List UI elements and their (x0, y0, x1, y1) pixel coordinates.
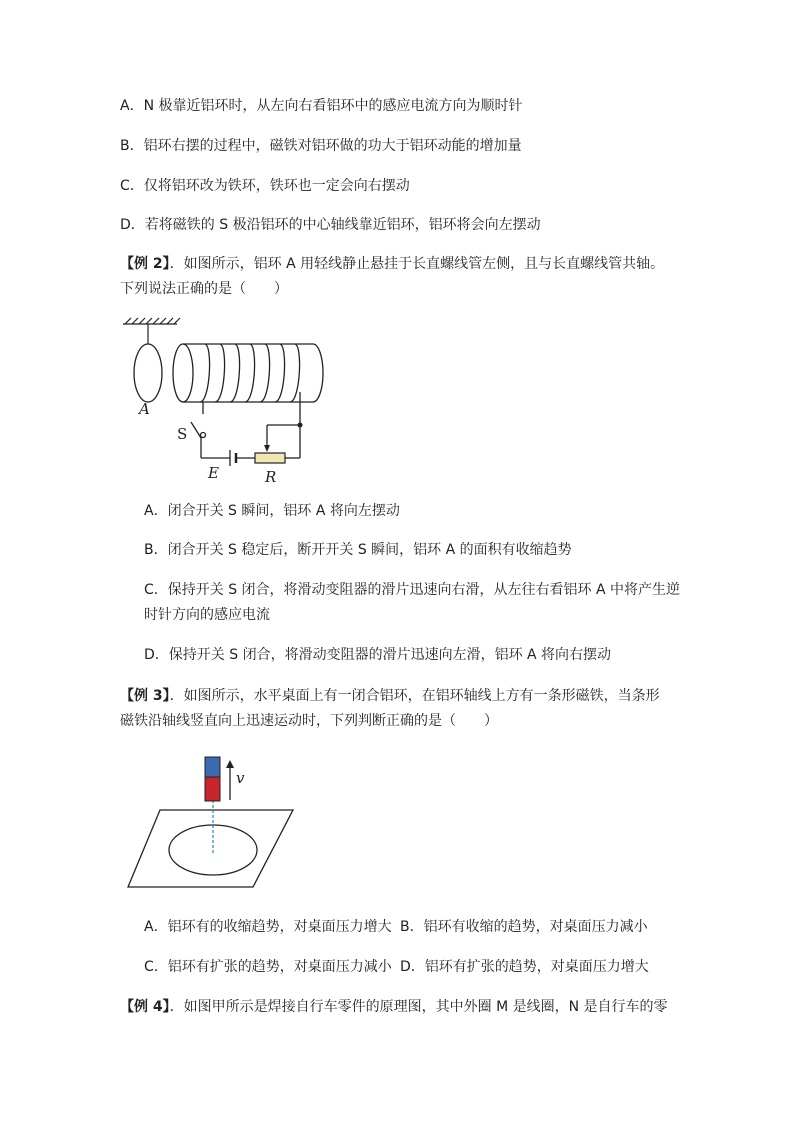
example3-stem (120, 686, 660, 706)
example2-option-b: B．闭合开关 S 稳定后，断开开关 S 瞬间，铝环 A 的面积有收缩趋势 (144, 542, 572, 558)
example2-option-d: D．保持开关 S 闭合，将滑动变阻器的滑片迅速向左滑，铝环 A 将向右摆动 (144, 647, 612, 663)
example3-tag: 【例 3】 (120, 688, 170, 704)
battery (230, 450, 236, 466)
example3-option-d: D．铝环有扩张的趋势，对桌面压力增大 (400, 959, 649, 975)
example2-stem (120, 254, 664, 274)
option-d: D．若将磁铁的 S 极沿铝环的中心轴线靠近铝环，铝环将会向左摆动 (120, 217, 541, 233)
rheostat-slider-arrow (264, 445, 270, 452)
example4-stem (120, 997, 668, 1017)
magnet-bottom-pole (205, 777, 220, 801)
example2-stem-line2: 下列说法正确的是（ ） (120, 281, 288, 297)
switch (191, 422, 206, 438)
example2-option-a: A．闭合开关 S 瞬间，铝环 A 将向左摆动 (144, 503, 400, 519)
example3-option-c: C．铝环有扩张的趋势，对桌面压力减小 (144, 959, 392, 975)
rheostat-label: R (265, 468, 277, 486)
battery-label: E (208, 464, 219, 482)
switch-label: S (177, 425, 188, 443)
magnet-ring-figure (120, 745, 295, 893)
example2-option-c-line1: C．保持开关 S 闭合，将滑动变阻器的滑片迅速向右滑，从左往右看铝环 A 中将产生逆 (144, 582, 681, 598)
example3-stem-line1: ．如图所示，水平桌面上有一闭合铝环，在铝环轴线上方有一条形磁铁，当条形 (169, 688, 660, 704)
velocity-arrowhead (226, 760, 234, 768)
example4-tag: 【例 4】 (120, 999, 170, 1015)
solenoid-circuit-figure (115, 310, 345, 495)
junction-dot (298, 423, 303, 428)
option-a: A．N 极靠近铝环时，从左向右看铝环中的感应电流方向为顺时针 (120, 98, 523, 114)
rheostat (255, 453, 285, 463)
ring-label: A (139, 400, 150, 418)
example3-option-b: B．铝环有收缩的趋势，对桌面压力减小 (400, 919, 648, 935)
aluminum-ring (134, 344, 162, 402)
ceiling-support (123, 318, 180, 344)
option-b: B．铝环右摆的过程中，磁铁对铝环做的功大于铝环动能的增加量 (120, 138, 522, 154)
option-c: C．仅将铝环改为铁环，铁环也一定会向右摆动 (120, 178, 410, 194)
example3-stem-line2: 磁铁沿轴线竖直向上迅速运动时，下列判断正确的是（ ） (120, 713, 498, 729)
example3-option-a: A．铝环有的收缩趋势，对桌面压力增大 (144, 919, 392, 935)
example2-stem-line1: ．如图所示，铝环 A 用轻线静止悬挂于长直螺线管左侧，且与长直螺线管共轴。 (169, 256, 665, 272)
example2-option-c-line2: 时针方向的感应电流 (144, 607, 270, 623)
magnet-top-pole (205, 757, 220, 777)
example4-stem-line1: ．如图甲所示是焊接自行车零件的原理图，其中外圈 M 是线圈，N 是自行车的零 (169, 999, 668, 1015)
velocity-label: v (236, 769, 245, 787)
example2-tag: 【例 2】 (120, 256, 170, 272)
